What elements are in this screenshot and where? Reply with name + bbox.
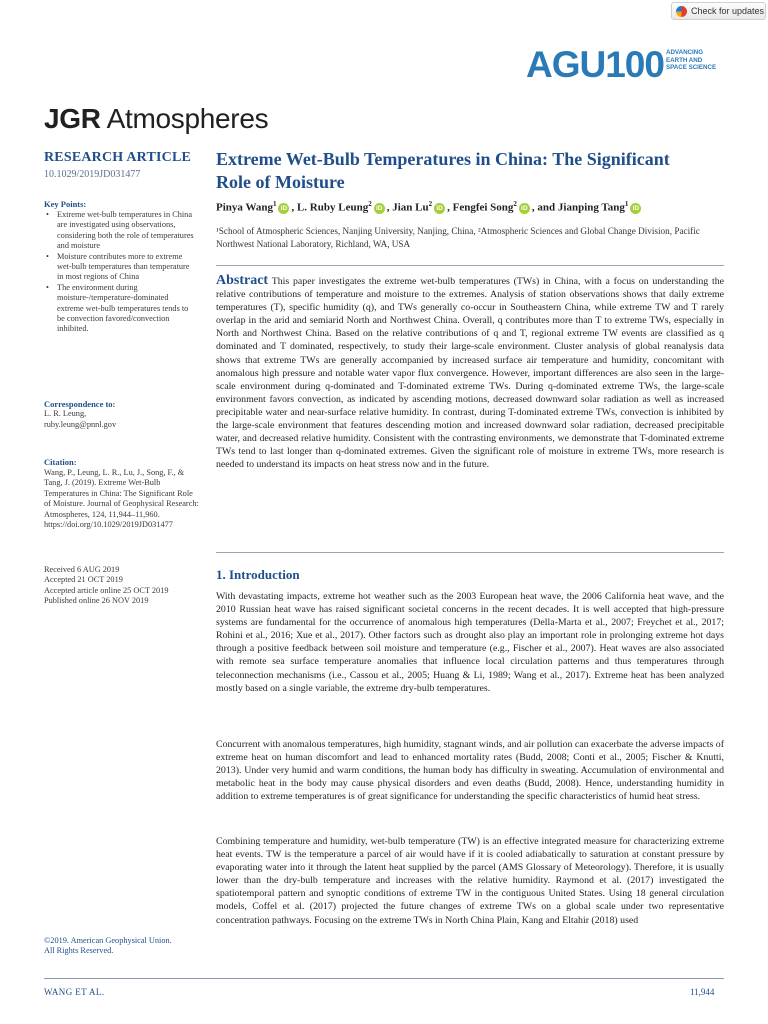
- key-point: • The environment during moisture-/temperature-dominated extreme wet-bulb temperatures tends to be convection favored/convection inhibited.: [44, 283, 196, 335]
- author-list: Pinya Wang$^1$iD , L. Ruby Leung$^2$iD , Jian Lu$^2$iD , Fengfei Song$^2$iD , and Jianping Tang$^1$iD: [216, 200, 736, 214]
- journal-name: JGR Atmospheres: [44, 103, 269, 134]
- date-accepted: Accepted 21 OCT 2019: [44, 575, 123, 585]
- key-points-heading: Key Points:: [44, 199, 87, 209]
- check-for-updates-label: Check for updates: [691, 6, 765, 16]
- author-affiliation-number: 1: [624, 200, 629, 208]
- key-point: • Moisture contributes more to extreme wet-bulb temperatures than temperature in most regions of China: [44, 252, 196, 283]
- page-number: 11,944: [690, 987, 715, 997]
- orcid-icon[interactable]: iD: [278, 203, 289, 214]
- abstract: [216, 274, 724, 471]
- author-affiliation-number: 2: [428, 200, 433, 208]
- abstract-text: This paper investigates the extreme wet-bulb temperatures (TWs) in China, with a focus on understanding the relative contributions of temperature and moisture to the extremes. Analysis of station observations shows that daily extreme temperatures (T), specific humidity (q), and TWs generally co-occur in Southeastern China, while extreme TW and T rarely overlap in the arid and semiarid North and Northwest China. Overall, q contributes more than T to extreme TWs, especially in North and Northwest China. Based on the relative contributions of q and T, regional extreme TW events are classified as q dominated and T dominated, respectively, to study their large-scale environment. Cluster analysis of global reanalysis data shows that extreme TWs are generally accompanied by increased surface air temperature and humidity, concomitant with anomalous high pressure and notable water vapor flux convergence. However, important differences are also seen in the large-scale environment during q-dominated and T-dominated extreme TWs. During q-dominated extreme TWs, the large-scale environment favors convection, as indicated by ascending motions, decreased downward solar radiation as well as increased precipitable water and near-surface relative humidity. In contrast, during T-dominated extreme TWs, convection is inhibited by the large-scale environment that features descending motion and increased downward solar radiation, decreased precipitable water, and decreased relative humidity. Consistent with the contrasting environments, we demonstrate that T-dominated extreme TWs tend to last longer than q-dominated extremes. Given the significant role of moisture in extreme TWs, more research is needed to understand its impacts on heat stress now and in the future.: [216, 276, 724, 471]
- article-title: Extreme Wet-Bulb Temperatures in China: The Significant Role of Moisture: [216, 149, 670, 192]
- article-type: RESEARCH ARTICLE: [44, 150, 192, 165]
- divider: [216, 552, 724, 553]
- publication-dates: [44, 565, 204, 607]
- orcid-icon[interactable]: iD: [374, 203, 385, 214]
- author-name: Fengfei Song: [452, 201, 514, 214]
- correspondence-heading: Correspondence to:: [44, 399, 116, 409]
- author-name: Jian Lu: [392, 201, 429, 214]
- divider: [216, 265, 724, 266]
- abstract-label: Abstract: [216, 273, 269, 288]
- agu-logo: AGU100: [526, 44, 664, 85]
- check-for-updates-button[interactable]: [671, 2, 766, 20]
- crossmark-icon: [676, 6, 687, 17]
- date-published: Published online 26 NOV 2019: [44, 596, 149, 606]
- citation-heading: Citation:: [44, 457, 77, 467]
- running-footer-authors: WANG ET AL.: [44, 987, 105, 997]
- section-heading: 1. Introduction: [216, 567, 300, 582]
- copyright: ©2019. American Geophysical Union. All Rights Reserved.: [44, 936, 172, 956]
- orcid-icon[interactable]: iD: [630, 203, 641, 214]
- author-name: L. Ruby Leung: [296, 201, 369, 214]
- correspondence-email[interactable]: ruby.leung@pnnl.gov: [44, 420, 117, 429]
- author-affiliation-number: 2: [513, 200, 517, 208]
- citation-text: Wang, P., Leung, L. R., Lu, J., Song, F., & Tang, J. (2019). Extreme Wet-Bulb Temperatures in China: The Significant Role of Moisture. Journal of Geophysical Research: Atmospheres, 124, 11,944–11,960. https://doi.org/10.1029/2019JD031477: [44, 468, 199, 530]
- doi-link[interactable]: 10.1029/2019JD031477: [44, 169, 141, 180]
- author-affiliation-number: 1: [272, 200, 277, 208]
- body-paragraph: With devastating impacts, extreme hot weather such as the 2003 European heat wave, the 2006 California heat wave, and the 2010 Russian heat wave has raised significant societal concerns in the recent decades. It is well accepted that high-pressure systems are fundamental for the occurrence of anomalous high temperatures (Della-Marta et al., 2007; Freychet et al., 2017; Rohini et al., 2016; Xue et al., 2017). Other factors such as drought also play an important role in prolonging extreme hot days through a positive feedback between soil moisture and temperature (e.g., Fischer et al., 2007). Heat waves are also associated with remote sea surface temperature anomalies that influence local circulation patterns and thus temperatures through teleconnection mechanisms (i.e., Cassou et al., 2005; Huang & Li, 1989; Wang et al., 2017). Extreme heat has been analyzed mostly based on a single variable, the extreme dry-bulb temperatures.: [216, 591, 724, 694]
- correspondence-name: L. R. Leung,: [44, 409, 87, 418]
- date-accepted-online: Accepted article online 25 OCT 2019: [44, 585, 169, 595]
- author-name: Pinya Wang: [216, 201, 273, 214]
- key-point: • Extreme wet-bulb temperatures in China are investigated using observations, considering both the role of temperatures and moisture: [44, 210, 196, 252]
- agu-logo-tagline: ADVANCING EARTH AND SPACE SCIENCE: [666, 49, 717, 71]
- author-affiliation-number: 2: [368, 200, 372, 208]
- orcid-icon[interactable]: iD: [434, 203, 445, 214]
- body-paragraph: Concurrent with anomalous temperatures, high humidity, stagnant winds, and air pollution can exacerbate the adverse impacts of extreme heat on human discomfort and lead to enhanced mortality rates (Budd, 2008; Conti et al., 2005; Fischer & Knutti, 2013). Under very humid and warm conditions, the human body has difficulty in sweating. Accumulation of environmental and metabolic heat in the body may cause physical disorders and even deaths (Budd, 2008). Hence, understanding humidity in addition to extreme temperatures is of great significance for understanding the specific characteristics of humid heat stress.: [216, 739, 724, 803]
- date-received: Received 6 AUG 2019: [44, 565, 120, 574]
- author-name: Jianping Tang: [557, 201, 625, 214]
- footer-divider: [44, 978, 724, 979]
- affiliations: ¹School of Atmospheric Sciences, Nanjing University, Nanjing, China, ²Atmospheric Sciences and Global Change Division, Pacific Northwest National Laboratory, Richland, WA, USA: [216, 226, 700, 249]
- orcid-icon[interactable]: iD: [519, 203, 530, 214]
- key-points-list: [44, 210, 196, 335]
- body-paragraph: Combining temperature and humidity, wet-bulb temperature (TW) is an effective integrated measure for characterizing extreme heat events. TW is the temperature a parcel of air would have if it is cooled adiabatically to saturation at constant pressure by evaporating water into it through the latent heat supplied by the parcel (AMS Glossary of Meteorology). Therefore, it is usually lower than the dry-bulb temperature and increases with the relative humidity. Raymond et al. (2017) investigated the spatiotemporal pattern and synoptic conditions of extreme TW in the contiguous United States. Using 18 general circulation models, Coffel et al. (2017) projected the future changes of extreme TWs on a global scale under two representative concentration pathways. Focusing on the extreme TWs in North China Plain, Kang and Eltahir (2018) used: [216, 836, 724, 926]
